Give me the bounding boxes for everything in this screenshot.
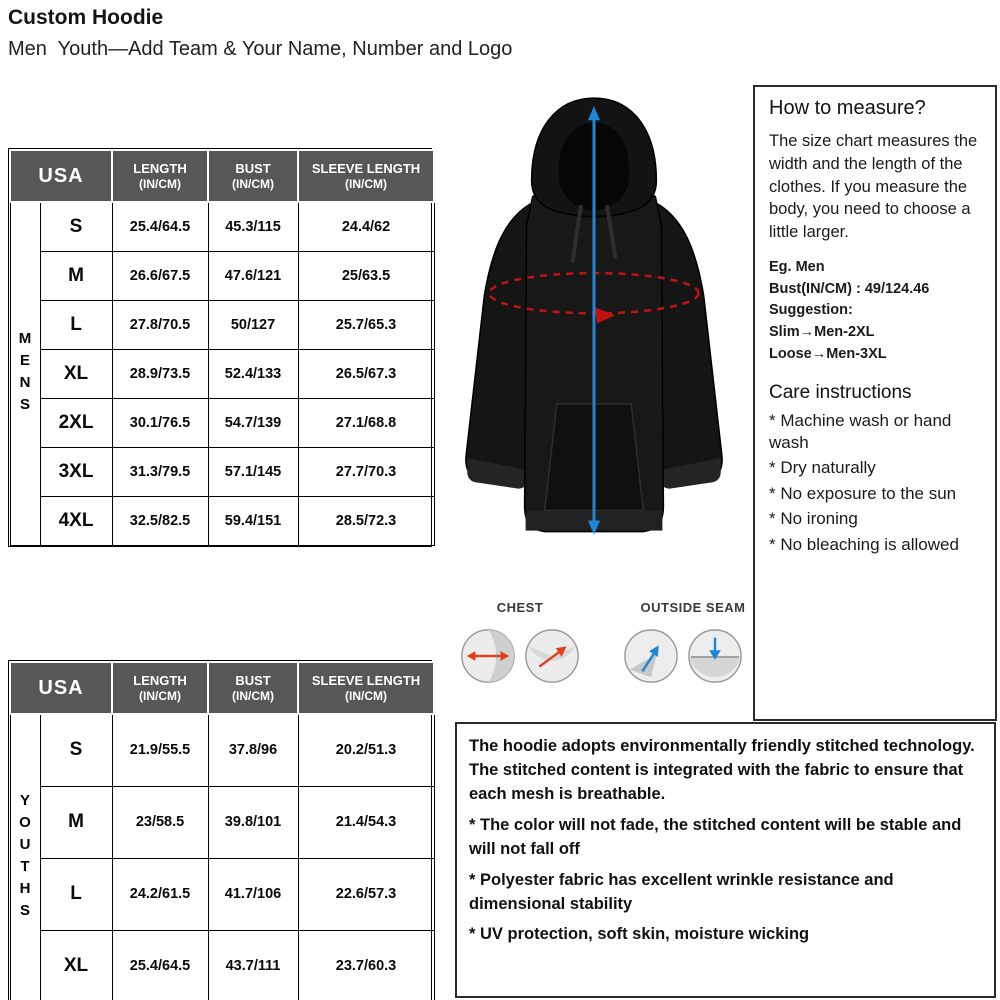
chest-label: CHEST — [496, 600, 544, 615]
sleeve-cell: 25.7/65.3 — [298, 300, 434, 349]
table-row — [10, 447, 434, 496]
sleeve-cell: 27.7/70.3 — [298, 447, 434, 496]
table-row — [10, 398, 434, 447]
example-line: Eg. Men — [769, 258, 825, 275]
example-line: Suggestion: — [769, 302, 853, 319]
size-cell: S — [40, 714, 112, 786]
length-cell: 26.6/67.5 — [112, 251, 208, 300]
size-cell: M — [40, 251, 112, 300]
table-row — [10, 714, 434, 786]
length-cell: 28.9/73.5 — [112, 349, 208, 398]
sleeve-column-header — [298, 662, 434, 714]
usa-column-header: USA — [10, 150, 112, 202]
table-row — [10, 786, 434, 858]
page-subtitle: Men Youth—Add Team & Your Name, Number and Logo — [8, 38, 513, 60]
size-cell: M — [40, 786, 112, 858]
length-header-label: LENGTH — [133, 160, 187, 176]
care-instructions-list — [769, 410, 983, 557]
chest-measure-icon-2 — [523, 627, 581, 685]
example-line: Loose→Men-3XL — [769, 345, 887, 362]
care-item: * Dry naturally — [769, 458, 876, 478]
mens-group-label-cell — [10, 202, 40, 545]
chest-measure-icon-1 — [459, 627, 517, 685]
sleeve-cell: 20.2/51.3 — [298, 714, 434, 786]
length-cell: 30.1/76.5 — [112, 398, 208, 447]
care-item: * No bleaching is allowed — [769, 534, 959, 554]
length-header-unit: (IN/CM) — [139, 176, 182, 191]
length-cell: 21.9/55.5 — [112, 714, 208, 786]
size-cell: 2XL — [40, 398, 112, 447]
youths-group-label: YOUTHS — [16, 792, 34, 925]
size-cell: 4XL — [40, 496, 112, 545]
table-row — [10, 930, 434, 1000]
sleeve-cell: 21.4/54.3 — [298, 786, 434, 858]
outside-seam-label: OUTSIDE SEAM — [640, 600, 746, 615]
bust-cell: 45.3/115 — [208, 202, 298, 251]
sleeve-cell: 24.4/62 — [298, 202, 434, 251]
outside-seam-icon-2 — [686, 627, 744, 685]
sleeve-cell: 22.6/57.3 — [298, 858, 434, 930]
care-item: * No exposure to the sun — [769, 483, 957, 503]
size-cell: 3XL — [40, 447, 112, 496]
table-row — [10, 300, 434, 349]
sleeve-column-header — [298, 150, 434, 202]
info-line: * UV protection, soft skin, moisture wicking — [469, 925, 810, 944]
size-cell: XL — [40, 930, 112, 1000]
sleeve-header-label: SLEEVE LENGTH — [311, 160, 421, 176]
bust-cell: 41.7/106 — [208, 858, 298, 930]
mens-size-table — [9, 149, 435, 546]
sleeve-cell: 28.5/72.3 — [298, 496, 434, 545]
hoodie-illustration — [428, 84, 760, 602]
size-cell: L — [40, 858, 112, 930]
sleeve-header-label: SLEEVE LENGTH — [311, 672, 421, 688]
bust-cell: 39.8/101 — [208, 786, 298, 858]
table-row — [10, 251, 434, 300]
example-line: Slim→Men-2XL — [769, 324, 875, 341]
sleeve-cell: 26.5/67.3 — [298, 349, 434, 398]
how-to-measure-heading: How to measure? — [769, 97, 926, 119]
bust-cell: 50/127 — [208, 300, 298, 349]
hoodie-svg — [428, 84, 760, 602]
length-cell: 25.4/64.5 — [112, 202, 208, 251]
care-item: * Machine wash or hand wash — [769, 410, 952, 453]
length-cell: 25.4/64.5 — [112, 930, 208, 1000]
how-to-measure-panel — [753, 85, 997, 721]
bust-cell: 37.8/96 — [208, 714, 298, 786]
length-cell: 27.8/70.5 — [112, 300, 208, 349]
length-header-unit: (IN/CM) — [139, 688, 182, 703]
youths-group-label-cell — [10, 714, 40, 1000]
bust-cell: 43.7/111 — [208, 930, 298, 1000]
sleeve-cell: 23.7/60.3 — [298, 930, 434, 1000]
bust-cell: 57.1/145 — [208, 447, 298, 496]
bust-header-label: BUST — [235, 672, 271, 688]
length-column-header — [112, 150, 208, 202]
care-item: * No ironing — [769, 509, 858, 529]
length-cell: 24.2/61.5 — [112, 858, 208, 930]
table-row — [10, 496, 434, 545]
mens-size-table-box — [8, 148, 432, 547]
example-line: Bust(IN/CM) : 49/124.46 — [769, 280, 930, 297]
length-header-label: LENGTH — [133, 672, 187, 688]
sleeve-cell: 27.1/68.8 — [298, 398, 434, 447]
table-row — [10, 349, 434, 398]
bust-header-unit: (IN/CM) — [232, 176, 275, 191]
size-cell: L — [40, 300, 112, 349]
length-cell: 23/58.5 — [112, 786, 208, 858]
mens-group-label: MENS — [16, 329, 34, 418]
info-line: * Polyester fabric has excellent wrinkle resistance and dimensional stability — [469, 870, 894, 913]
bust-header-unit: (IN/CM) — [232, 688, 275, 703]
product-info-panel — [455, 722, 996, 998]
bust-column-header — [208, 150, 298, 202]
bust-cell: 54.7/139 — [208, 398, 298, 447]
bust-cell: 59.4/151 — [208, 496, 298, 545]
sleeve-header-unit: (IN/CM) — [345, 688, 388, 703]
sleeve-cell: 25/63.5 — [298, 251, 434, 300]
info-line: * The color will not fade, the stitched content will be stable and will not fall off — [469, 815, 962, 858]
youths-size-table — [9, 661, 435, 1000]
info-line: The hoodie adopts environmentally friendly stitched technology. The stitched content is integrated with the fabric to ensure that each mesh is breathable. — [469, 737, 975, 803]
usa-column-header: USA — [10, 662, 112, 714]
how-to-measure-body: The size chart measures the width and the length of the clothes. If you measure the body, you need to choose a little larger. — [769, 132, 978, 242]
care-instructions-heading: Care instructions — [769, 381, 912, 403]
youths-size-table-box — [8, 660, 432, 1000]
page-title: Custom Hoodie — [8, 6, 164, 29]
table-row — [10, 202, 434, 251]
size-cell: S — [40, 202, 112, 251]
outside-seam-icon-1 — [622, 627, 680, 685]
bust-cell: 47.6/121 — [208, 251, 298, 300]
sizing-example — [769, 257, 983, 366]
size-cell: XL — [40, 349, 112, 398]
bust-cell: 52.4/133 — [208, 349, 298, 398]
bust-column-header — [208, 662, 298, 714]
table-row — [10, 858, 434, 930]
length-column-header — [112, 662, 208, 714]
bust-header-label: BUST — [235, 160, 271, 176]
length-cell: 32.5/82.5 — [112, 496, 208, 545]
length-cell: 31.3/79.5 — [112, 447, 208, 496]
sleeve-header-unit: (IN/CM) — [345, 176, 388, 191]
